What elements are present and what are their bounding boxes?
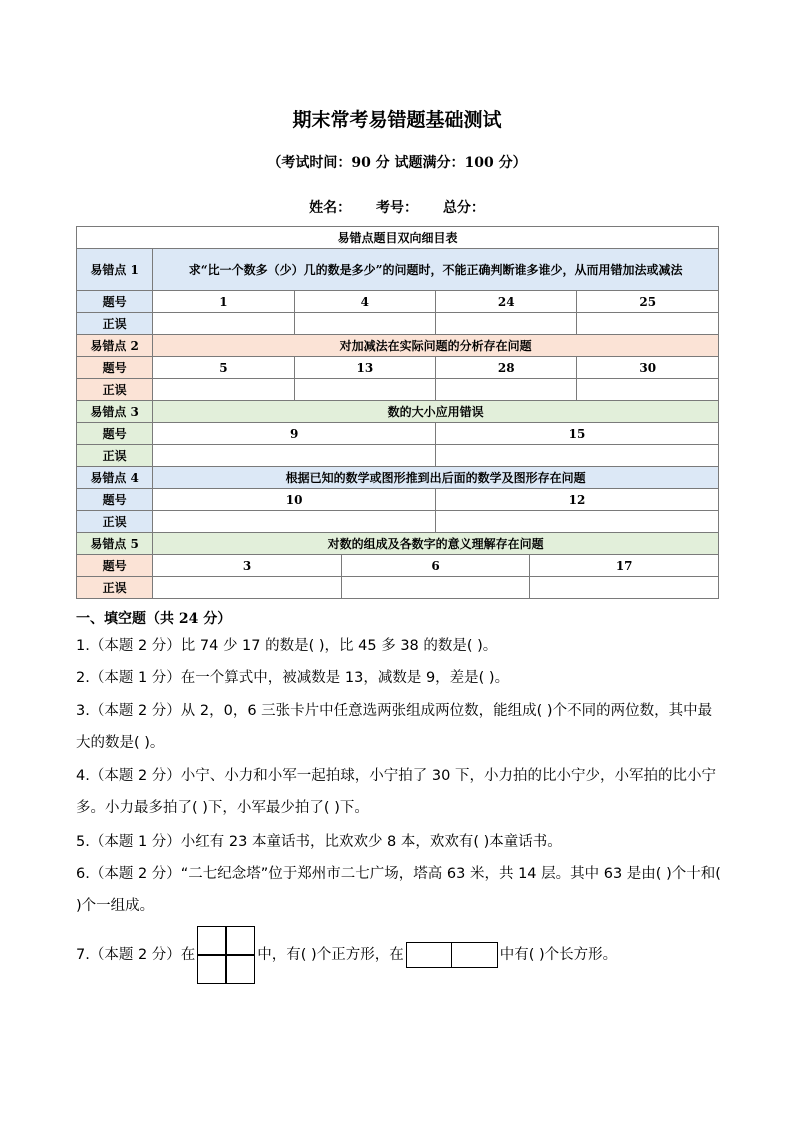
result-cell[interactable] [436,379,577,401]
question-number: 13 [294,357,435,379]
result-cell[interactable] [436,313,577,335]
row-qnum-label: 题号 [77,489,153,511]
question-7 [76,926,724,984]
result-cell[interactable] [530,577,719,599]
question-number: 25 [577,291,719,313]
table-title: 易错点题目双向细目表 [77,227,719,249]
question-number: 17 [530,555,719,577]
result-cell[interactable] [153,511,436,533]
row-result-label: 正误 [77,577,153,599]
error-point-table [76,226,719,599]
question-number: 24 [436,291,577,313]
row-result-label: 正误 [77,313,153,335]
row-result-label: 正误 [77,379,153,401]
point-label: 易错点 2 [77,335,153,357]
student-info [0,197,794,217]
section-heading: 一、填空题（共 24 分） [76,611,232,627]
q7-text-1: 7.（本题 2 分）在 [76,947,196,963]
question-number: 1 [153,291,294,313]
result-cell[interactable] [577,313,719,335]
row-result-label: 正误 [77,445,153,467]
q7-text-3: 中有( )个长方形。 [499,947,618,963]
row-result-label: 正误 [77,511,153,533]
result-cell[interactable] [153,577,342,599]
row-qnum-label: 题号 [77,291,153,313]
question-number: 10 [153,489,436,511]
point-label: 易错点 1 [77,249,153,291]
question-6: 6.（本题 2 分）“二七纪念塔”位于郑州市二七广场，塔高 63 米，共 14 层。其中 63 是由( )个十和( )个一组成。 [76,866,721,914]
question-number: 4 [294,291,435,313]
result-cell[interactable] [153,313,294,335]
id-label: 考号： [376,200,418,216]
point-label: 易错点 4 [77,467,153,489]
row-qnum-label: 题号 [77,423,153,445]
question-5: 5.（本题 1 分）小红有 23 本童话书，比欢欢少 8 本，欢欢有( )本童话书。 [76,834,562,850]
question-number: 9 [153,423,436,445]
result-cell[interactable] [294,313,435,335]
result-cell[interactable] [436,511,719,533]
result-cell[interactable] [341,577,530,599]
row-qnum-label: 题号 [77,357,153,379]
question-number: 6 [341,555,530,577]
question-number: 30 [577,357,719,379]
point-description: 对数的组成及各数字的意义理解存在问题 [153,533,719,555]
result-cell[interactable] [153,379,294,401]
score-label: 总分： [442,200,485,216]
question-3: 3.（本题 2 分）从 2，0，6 三张卡片中任意选两张组成两位数，能组成( )个不同的两位数，其中最大的数是( )。 [76,703,713,751]
point-description: 对加减法在实际问题的分析存在问题 [153,335,719,357]
q7-text-2: 中，有( )个正方形，在 [257,947,404,963]
point-label: 易错点 3 [77,401,153,423]
result-cell[interactable] [294,379,435,401]
question-4: 4.（本题 2 分）小宁、小力和小军一起拍球，小宁拍了 30 下，小力拍的比小宁少，小军拍的比小宁多。小力最多拍了( )下，小军最少拍了( )下。 [76,768,716,816]
point-description: 根据已知的数学或图形推到出后面的数学及图形存在问题 [153,467,719,489]
result-cell[interactable] [153,445,436,467]
question-number: 28 [436,357,577,379]
name-label: 姓名： [309,200,352,216]
question-number: 3 [153,555,342,577]
point-description: 数的大小应用错误 [153,401,719,423]
question-2: 2.（本题 1 分）在一个算式中，被减数是 13，减数是 9，差是( )。 [76,670,510,686]
result-cell[interactable] [436,445,719,467]
point-description: 求“比一个数多（少）几的数是多少”的问题时，不能正确判断谁多谁少，从而用错加法或减法 [153,249,719,291]
point-label: 易错点 5 [77,533,153,555]
rectangle-pair-figure [406,942,498,968]
question-number: 5 [153,357,294,379]
square-grid-figure [197,926,255,984]
question-number: 15 [436,423,719,445]
question-number: 12 [436,489,719,511]
page-title: 期末常考易错题基础测试 [292,109,502,131]
row-qnum-label: 题号 [77,555,153,577]
question-1: 1.（本题 2 分）比 74 少 17 的数是( )，比 45 多 38 的数是( )。 [76,638,498,654]
result-cell[interactable] [577,379,719,401]
exam-subtitle: （考试时间：90 分 试题满分：100 分） [267,155,527,171]
